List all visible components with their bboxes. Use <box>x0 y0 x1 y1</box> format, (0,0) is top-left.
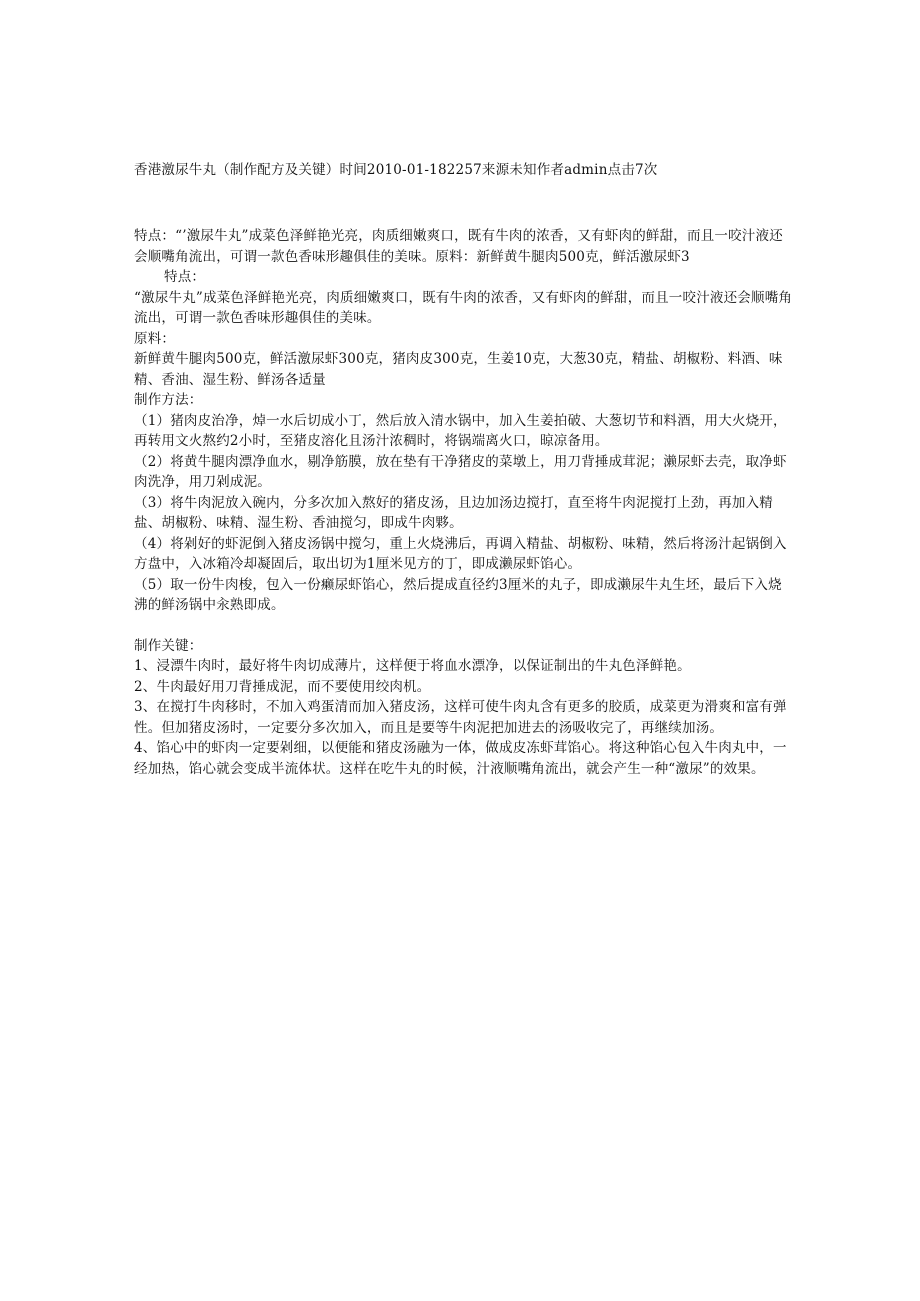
method-step: （4）将剁好的虾泥倒入猪皮汤锅中搅匀，重上火烧沸后，再调入精盐、胡椒粉、味精，然后将汤汁起锅倒入方盘中，入冰箱冷却凝固后，取出切为1厘米见方的丁，即成濑尿虾馅心。 <box>134 535 787 572</box>
document-page <box>134 160 794 779</box>
ingredients-text: 新鲜黄牛腿肉500克，鲜活激尿虾300克，猪肉皮300克，生姜10克，大葱30克，精盐、胡椒粉、料酒、味精、香油、湿生粉、鲜汤各适量 <box>134 351 783 388</box>
document-title: 香港激尿牛丸（制作配方及关键）时间2010-01-182257来源未知作者admin点击7次 <box>134 162 658 178</box>
method-step: （1）猪肉皮治净，焯一水后切成小丁，然后放入清水锅中，加入生姜拍破、大葱切节和料酒，用大火烧开，再转用文火熬约2小时，至猪皮溶化且汤汁浓稠时，将锅端离火口，晾凉备用。 <box>134 412 787 449</box>
method-step: （5）取一份牛肉梭，包入一份癞尿虾馅心，然后提成直径约3厘米的丸子，即成濑尿牛丸生坯，最后下入烧沸的鲜汤锅中汆熟即成。 <box>134 576 782 613</box>
key-item: 1、浸漂牛肉时，最好将牛肉切成薄片，这样便于将血水漂净，以保证制出的牛丸色泽鲜艳。 <box>134 658 691 674</box>
features-text: “激尿牛丸”成菜色泽鲜艳光亮，肉质细嫩爽口，既有牛肉的浓香，又有虾肉的鲜甜，而且一咬汁液还会顺嘴角流出，可谓一款色香味形趣俱佳的美味。 <box>134 289 793 326</box>
method-step: （2）将黄牛腿肉漂净血水，剔净筋膜，放在垫有干净猪皮的菜墩上，用刀背捶成茸泥；濑尿虾去壳，取净虾肉洗净，用刀剁成泥。 <box>134 453 787 490</box>
key-label: 制作关键： <box>134 637 203 654</box>
key-item: 4、馅心中的虾肉一定要剁细，以便能和猪皮汤融为一体，做成皮冻虾茸馅心。将这种馅心包入牛肉丸中，一经加热，馅心就会变成半流体状。这样在吃牛丸的时候，汁液顺嘴角流出，就会产生一种“激尿”的效果。 <box>134 740 787 777</box>
section-spacer <box>134 616 794 636</box>
method-label: 制作方法： <box>134 392 203 408</box>
key-item: 3、在搅打牛肉移时，不加入鸡蛋清而加入猪皮汤，这样可使牛肉丸含有更多的胶质，成菜更为滑爽和富有弹性。但加猪皮汤时，一定要分多次加入，而且是要等牛肉泥把加进去的汤吸收完了，再继续加汤。 <box>134 699 787 736</box>
features-label: 特点： <box>164 269 206 285</box>
key-item: 2、牛肉最好用刀背捶成泥，而不要使用绞肉机。 <box>134 678 431 695</box>
method-step: （3）将牛肉泥放入碗内，分多次加入熬好的猪皮汤，且边加汤边搅打，直至将牛肉泥搅打上劲，再加入精盐、胡椒粉、味精、湿生粉、香油搅匀，即成牛肉夥。 <box>134 494 773 531</box>
ingredients-label: 原料： <box>134 330 176 347</box>
intro-paragraph: 特点：“’激尿牛丸”成菜色泽鲜艳光亮，肉质细嫩爽口，既有牛肉的浓香，又有虾肉的鲜甜，而且一咬汁液还会顺嘴角流出，可谓一款色香味形趣俱佳的美味。原料：新鲜黄牛腿肉500克，鲜活激尿虾3 <box>134 228 783 265</box>
